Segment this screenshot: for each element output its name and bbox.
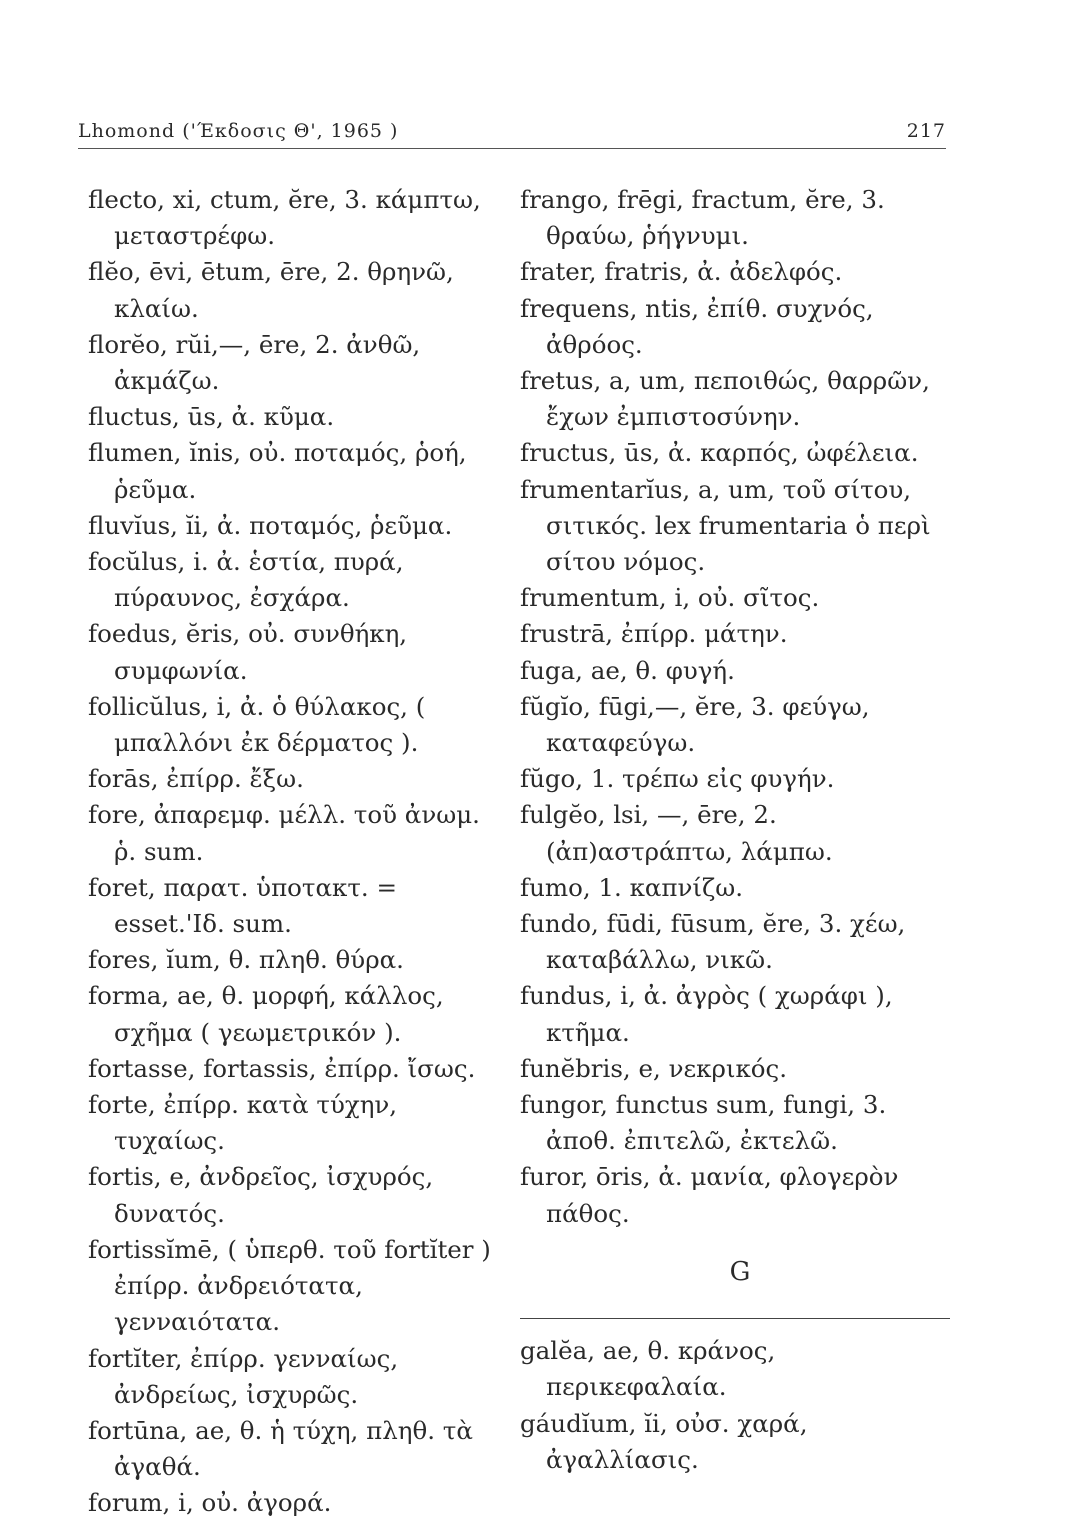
dictionary-entry: focŭlus, i. ἀ. ἑστία, πυρά, πύραυνος, ἐσχάρα. [88, 547, 404, 613]
dictionary-entry: forum, i, οὐ. ἀγορά. [88, 1488, 332, 1518]
dictionary-entry: fortissĭmē, ( ὑπερθ. τοῦ fortĭter ) ἐπίρρ. ἀνδρειότατα, γενναιότατα. [88, 1234, 491, 1337]
dictionary-entry: galĕa, ae, θ. κράνος, περικεφαλαία. [520, 1336, 776, 1402]
dictionary-entry: fundo, fūdi, fūsum, ĕre, 3. χέω, καταβάλλω, νικῶ. [520, 909, 906, 975]
dictionary-entry: frustrā, ἐπίρρ. μάτην. [520, 619, 788, 649]
dictionary-entry: forte, ἐπίρρ. κατὰ τύχην, τυχαίως. [88, 1090, 398, 1156]
dictionary-entry: fortūna, ae, θ. ἡ τύχη, πληθ. τὰ ἀγαθά. [88, 1415, 473, 1482]
dictionary-entry: fumo, 1. καπνίζω. [520, 872, 744, 902]
dictionary-entry: frequens, ntis, ἐπίθ. συχνός, ἀθρόος. [520, 293, 874, 359]
running-title: Lhomond ('Έκδοσις Θ', 1965 ) [78, 120, 399, 142]
dictionary-entry: foret, παρατ. ὑποτακτ. = esset.'Ιδ. sum. [88, 872, 397, 939]
left-column [88, 182, 508, 1522]
dictionary-entry: fundus, i, ἀ. ἀγρὸς ( χωράφι ), κτῆμα. [520, 981, 893, 1047]
dictionary-entry: fŭgĭo, fūgi,—, ĕre, 3. φεύγω, καταφεύγω. [520, 691, 870, 758]
section-divider [520, 1318, 950, 1319]
dictionary-entry: fluctus, ūs, ἀ. κῦμα. [88, 402, 335, 432]
dictionary-entry: follicŭlus, i, ἀ. ὁ θύλακος, ( μπαλλόνι ἐκ δέρματος ). [88, 691, 426, 758]
dictionary-entry: fore, ἀπαρεμφ. μέλλ. τοῦ ἀνωμ. ῥ. sum. [88, 800, 480, 866]
dictionary-entry: furor, ōris, ἀ. μανία, φλογερὸν πάθος. [520, 1162, 899, 1228]
dictionary-entry: fores, ĭum, θ. πληθ. θύρα. [88, 945, 404, 975]
dictionary-entry: forās, ἐπίρρ. ἔξω. [88, 764, 304, 794]
dictionary-entry: flĕo, ēvi, ētum, ēre, 2. θρηνῶ, κλαίω. [88, 257, 454, 323]
dictionary-entry: fluvĭus, ĭi, ἀ. ποταμός, ῥεῦμα. [88, 510, 453, 540]
dictionary-entry: frumentarĭus, a, um, τοῦ σίτου, σιτικός. lex frumentaria ὁ περὶ σίτου νόμος. [520, 474, 931, 577]
dictionary-entry: gáudĭum, ĭi, οὐσ. χαρά, ἀγαλλίασις. [520, 1408, 808, 1474]
dictionary-entry: foedus, ĕris, οὐ. συνθήκη, συμφωνία. [88, 619, 408, 685]
dictionary-entry: frango, frēgi, fractum, ĕre, 3. θραύω, ῥήγνυμι. [520, 185, 885, 251]
dictionary-entry: flumen, ĭnis, οὐ. ποταμός, ῥοή, ῥεῦμα. [88, 438, 467, 504]
dictionary-entry: frater, fratris, ἀ. ἀδελφός. [520, 257, 843, 287]
dictionary-entry: frumentum, i, οὐ. σῖτος. [520, 583, 820, 613]
dictionary-entry: fŭgo, 1. τρέπω εἰς φυγήν. [520, 764, 835, 794]
dictionary-entry: forma, ae, θ. μορφή, κάλλος, σχῆμα ( γεωμετρικόν ). [88, 981, 444, 1047]
dictionary-entry: fortĭter, ἐπίρρ. γενναίως, ἀνδρείως, ἰσχυρῶς. [88, 1343, 399, 1409]
dictionary-entry: fuga, ae, θ. φυγή. [520, 655, 735, 685]
dictionary-entry: flecto, xi, ctum, ĕre, 3. κάμπτω, μεταστρέφω. [88, 185, 481, 251]
dictionary-entry: fortasse, fortassis, ἐπίρρ. ἴσως. [88, 1053, 476, 1083]
dictionary-entry: florĕo, rŭi,—, ēre, 2. ἀνθῶ, ἀκμάζω. [88, 329, 421, 396]
section-letter: G [729, 1256, 751, 1287]
page-number: 217 [906, 120, 946, 142]
right-column [520, 182, 960, 1478]
dictionary-entry: fulgĕo, lsi, —, ēre, 2. (ἀπ)αστράπτω, λάμπω. [520, 800, 833, 866]
dictionary-entry: fortis, e, ἀνδρεῖος, ἰσχυρός, δυνατός. [88, 1162, 434, 1228]
page-header [78, 120, 946, 149]
dictionary-entry: fructus, ūs, ἀ. καρπός, ὠφέλεια. [520, 438, 919, 468]
dictionary-entry: fungor, functus sum, fungi, 3. ἀποθ. ἐπιτελῶ, ἐκτελῶ. [520, 1090, 887, 1156]
dictionary-entry: funĕbris, e, νεκρικός. [520, 1053, 788, 1083]
dictionary-entry: fretus, a, um, πεποιθώς, θαρρῶν, ἔχων ἐμπιστοσύνην. [520, 366, 930, 432]
